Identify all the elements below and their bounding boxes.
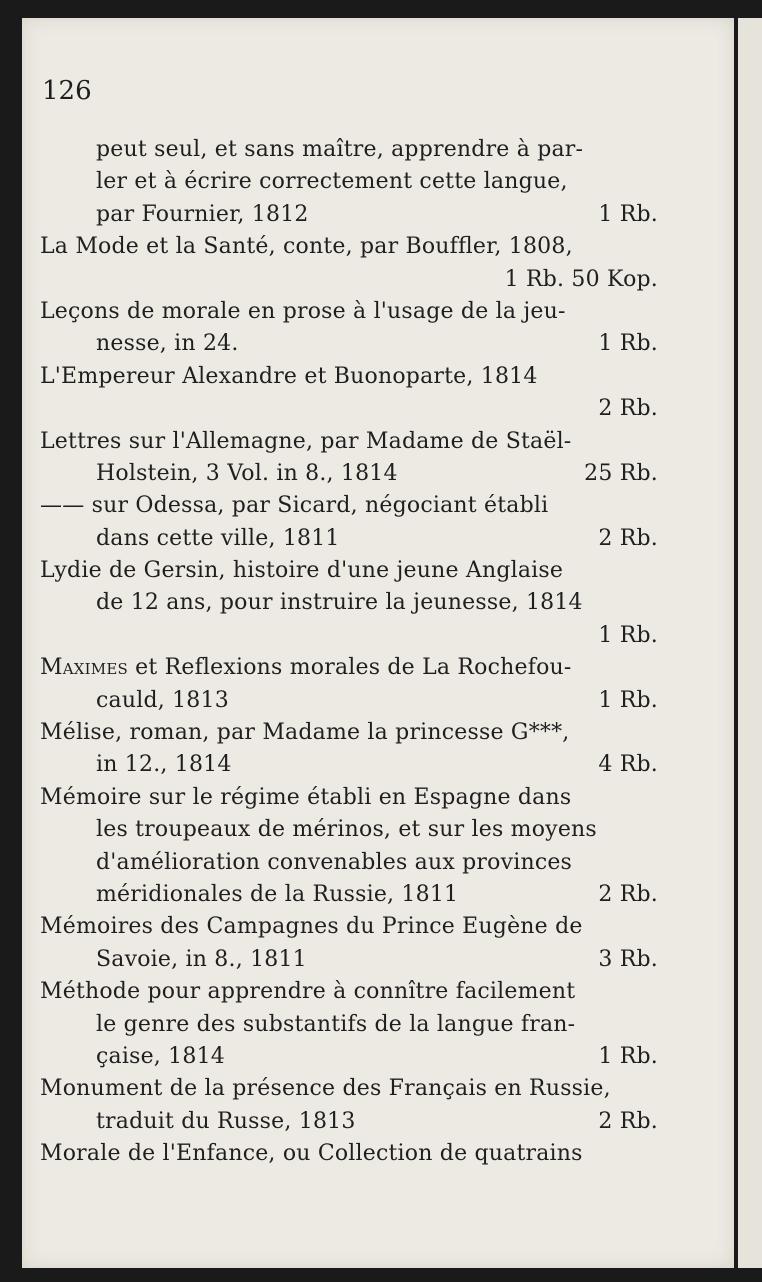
- line-text: in 12., 1814: [96, 752, 232, 778]
- catalog-line: [40, 231, 658, 263]
- line-text: le genre des substantifs de la langue fran-: [96, 1011, 576, 1037]
- catalog-line: [40, 814, 658, 846]
- price: 2 Rb.: [598, 1108, 658, 1134]
- catalog-line: [40, 264, 658, 296]
- line-text: Mémoires des Campagnes du Prince Eugène de: [40, 914, 583, 940]
- line-text: peut seul, et sans maître, apprendre à par-: [96, 137, 584, 162]
- catalog-line: [40, 1041, 658, 1073]
- price: 1 Rb. 50 Kop.: [504, 266, 658, 292]
- catalog-line: [40, 1073, 658, 1105]
- catalog-line: [40, 134, 658, 166]
- catalog-line: [40, 328, 658, 360]
- catalog-line: [40, 166, 658, 198]
- price: 3 Rb.: [598, 946, 658, 972]
- entry-heading-smallcaps: Maximes: [40, 655, 128, 681]
- entry-heading-rest: et Reflexions morales de La Rochefou-: [127, 655, 572, 681]
- next-page-edge: [738, 18, 762, 1268]
- catalog-line: [40, 199, 658, 231]
- line-text: cauld, 1813: [96, 687, 229, 713]
- price: 1 Rb.: [598, 1043, 658, 1069]
- catalog-line: [40, 879, 658, 911]
- line-text: Morale de l'Enfance, ou Collection de quatrains: [40, 1141, 583, 1167]
- price: 4 Rb.: [598, 752, 658, 778]
- catalog-line: [40, 296, 658, 328]
- line-text: Lydie de Gersin, histoire d'une jeune Anglaise: [40, 558, 564, 584]
- catalog-line: [40, 1106, 658, 1138]
- catalog-listing: [40, 134, 658, 1171]
- catalog-line: [40, 523, 658, 555]
- line-text: Leçons de morale en prose à l'usage de la jeu-: [40, 298, 566, 324]
- catalog-line: [40, 1138, 658, 1170]
- line-text: ler et à écrire correctement cette langue,: [96, 169, 568, 195]
- catalog-line: [40, 458, 658, 490]
- line-text: —— sur Odessa, par Sicard, négociant établi: [40, 493, 549, 519]
- price: 1 Rb.: [598, 331, 658, 357]
- line-text: dans cette ville, 1811: [96, 525, 340, 551]
- page-number: 126: [42, 76, 92, 106]
- line-text: Lettres sur l'Allemagne, par Madame de Staël-: [40, 428, 572, 454]
- line-text: Mémoire sur le régime établi en Espagne dans: [40, 784, 572, 810]
- line-text: de 12 ans, pour instruire la jeunesse, 1814: [96, 590, 583, 616]
- line-text: les troupeaux de mérinos, et sur les moyens: [96, 817, 597, 843]
- line-text: Monument de la présence des Français en Russie,: [40, 1076, 611, 1102]
- catalog-line: [40, 847, 658, 879]
- line-text: méridionales de la Russie, 1811: [96, 881, 459, 907]
- line-text: Holstein, 3 Vol. in 8., 1814: [96, 460, 398, 486]
- catalog-line: [40, 976, 658, 1008]
- catalog-line: [40, 490, 658, 522]
- line-text: traduit du Russe, 1813: [96, 1108, 356, 1134]
- price: 2 Rb.: [598, 881, 658, 907]
- catalog-line: [40, 1009, 658, 1041]
- price: 2 Rb.: [598, 396, 658, 422]
- line-text: L'Empereur Alexandre et Buonoparte, 1814: [40, 363, 538, 389]
- catalog-line: [40, 685, 658, 717]
- catalog-line: [40, 652, 658, 684]
- price: 1 Rb.: [598, 687, 658, 713]
- price: 2 Rb.: [598, 525, 658, 551]
- catalog-line: [40, 426, 658, 458]
- catalog-line: [40, 587, 658, 619]
- line-text: çaise, 1814: [96, 1043, 225, 1069]
- catalog-line: [40, 717, 658, 749]
- line-text: par Fournier, 1812: [96, 201, 309, 227]
- line-text: La Mode et la Santé, conte, par Boufﬂer, 1808,: [40, 234, 573, 260]
- catalog-line: [40, 749, 658, 781]
- line-text: [40, 655, 572, 680]
- price: 1 Rb.: [598, 622, 658, 648]
- catalog-line: [40, 361, 658, 393]
- line-text: Mélise, roman, par Madame la princesse G***,: [40, 720, 570, 746]
- catalog-line: [40, 620, 658, 652]
- line-text: d'amélioration convenables aux provinces: [96, 849, 573, 875]
- catalog-line: [40, 782, 658, 814]
- line-text: Savoie, in 8., 1811: [96, 946, 307, 972]
- book-page: [22, 18, 734, 1268]
- price: 1 Rb.: [598, 201, 658, 227]
- line-text: nesse, in 24.: [96, 331, 239, 357]
- catalog-line: [40, 555, 658, 587]
- price: 25 Rb.: [584, 460, 658, 486]
- line-text: Méthode pour apprendre à connître facilement: [40, 979, 576, 1005]
- catalog-line: [40, 393, 658, 425]
- catalog-line: [40, 911, 658, 943]
- catalog-line: [40, 944, 658, 976]
